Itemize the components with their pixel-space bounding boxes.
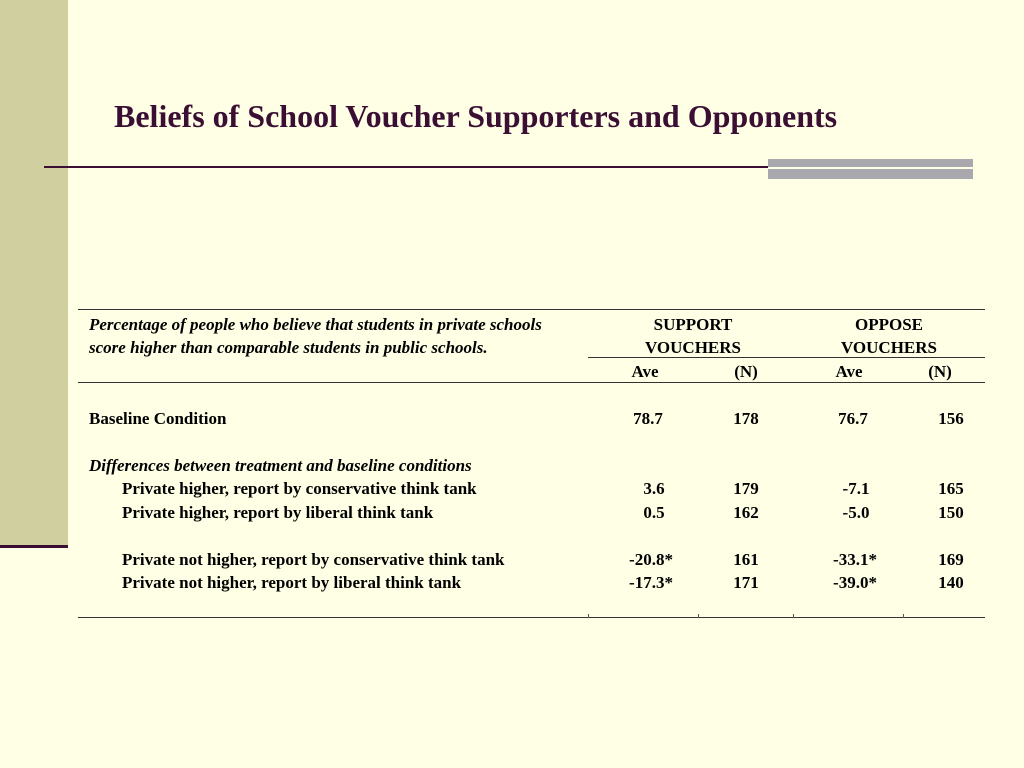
left-decorative-band [0, 0, 68, 547]
row-support-ave: 3.6 [643, 479, 665, 498]
row-oppose-n: 150 [938, 503, 964, 522]
row-support-ave: -17.3* [629, 573, 673, 592]
title-underline [44, 166, 774, 168]
title-accent-bar [768, 159, 973, 179]
row-oppose-n: 140 [938, 573, 964, 592]
baseline-support-ave: 78.7 [633, 409, 663, 428]
table-top-rule [78, 309, 985, 310]
row-support-n: 161 [733, 550, 759, 569]
baseline-oppose-ave: 76.7 [838, 409, 868, 428]
row-oppose-n: 169 [938, 550, 964, 569]
row-label: Private not higher, report by conservative think tank [122, 550, 505, 569]
support-group-label-line2: VOUCHERS [644, 338, 741, 357]
bottom-tick [793, 614, 794, 618]
slide-title: Beliefs of School Voucher Supporters and Opponents [114, 98, 838, 134]
support-group-label-line1: SUPPORT [653, 315, 733, 334]
table-bottom-rule [78, 617, 985, 618]
oppose-group-label-line2: VOUCHERS [840, 338, 937, 357]
baseline-oppose-n: 156 [938, 409, 964, 428]
row-support-ave: 0.5 [643, 503, 665, 522]
row-label: Private not higher, report by liberal think tank [122, 573, 462, 592]
support-ave-header: Ave [631, 362, 659, 381]
row-support-n: 179 [733, 479, 759, 498]
row-support-n: 162 [733, 503, 759, 522]
oppose-n-header: (N) [928, 362, 952, 381]
support-n-header: (N) [734, 362, 758, 381]
baseline-label: Baseline Condition [89, 409, 227, 428]
oppose-group-label-line1: OPPOSE [854, 315, 923, 334]
row-support-n: 171 [733, 573, 759, 592]
row-oppose-n: 165 [938, 479, 964, 498]
bottom-tick [698, 614, 699, 618]
row-support-ave: -20.8* [629, 550, 673, 569]
table-description: Percentage of people who believe that students in private schools score higher than comparable students in public schools. [89, 315, 542, 357]
row-oppose-ave: -5.0 [842, 503, 870, 522]
differences-heading: Differences between treatment and baseline conditions [89, 456, 472, 475]
row-oppose-ave: -7.1 [842, 479, 870, 498]
row-oppose-ave: -33.1* [833, 550, 877, 569]
title-accent-divider [768, 167, 973, 169]
row-oppose-ave: -39.0* [833, 573, 877, 592]
bottom-tick [588, 614, 589, 618]
row-label: Private higher, report by conservative think tank [122, 479, 477, 498]
row-label: Private higher, report by liberal think tank [122, 503, 434, 522]
bottom-tick [903, 614, 904, 618]
results-table [78, 309, 985, 619]
left-band-rule [0, 545, 68, 548]
oppose-ave-header: Ave [835, 362, 863, 381]
baseline-support-n: 178 [733, 409, 759, 428]
